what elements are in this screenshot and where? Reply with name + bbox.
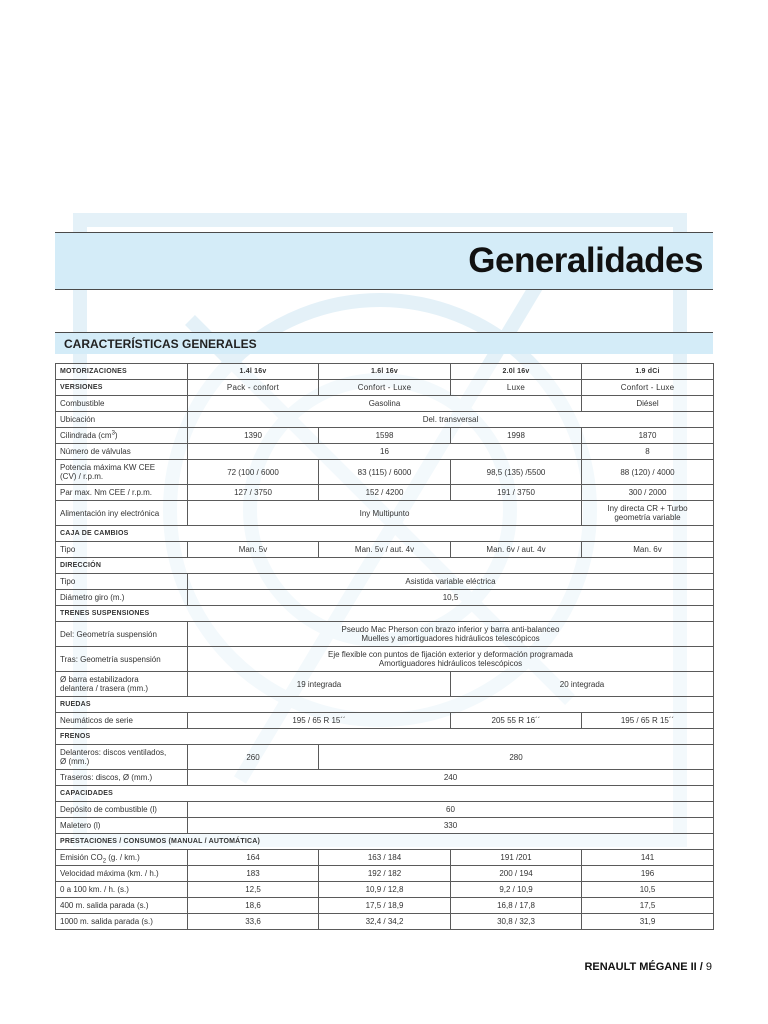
- row-label: Del: Geometría suspensión: [56, 622, 188, 647]
- table-cell: 20 integrada: [451, 672, 714, 697]
- table-row: [56, 882, 714, 898]
- table-cell: 31,9: [582, 914, 714, 930]
- table-cell: 280: [319, 745, 714, 770]
- row-label: Depósito de combustible (l): [56, 802, 188, 818]
- section-label: CAJA DE CAMBIOS: [56, 526, 714, 542]
- table-cell: 33,6: [188, 914, 319, 930]
- table-cell: 12,5: [188, 882, 319, 898]
- table-cell: Confort - Luxe: [319, 380, 451, 396]
- section-header: [55, 332, 713, 354]
- table-row: [56, 396, 714, 412]
- table-cell: Luxe: [451, 380, 582, 396]
- table-row: [56, 428, 714, 444]
- table-row: [56, 866, 714, 882]
- section-row: [56, 697, 714, 713]
- row-label: [56, 745, 188, 770]
- table-row: [56, 380, 714, 396]
- table-cell: 191 / 3750: [451, 485, 582, 501]
- table-cell: 240: [188, 770, 714, 786]
- cell-line: Muelles y amortiguadores hidráulicos telescópicos: [361, 634, 540, 643]
- table-cell: Del. transversal: [188, 412, 714, 428]
- section-label: TRENES SUSPENSIONES: [56, 606, 714, 622]
- table-row: [56, 412, 714, 428]
- cell-line: Eje flexible con puntos de fijación exterior y deformación programada: [327, 650, 574, 659]
- table-cell: Man. 6v: [582, 542, 714, 558]
- table-cell: 30,8 / 32,3: [451, 914, 582, 930]
- specifications-table: [55, 363, 714, 930]
- table-row: [56, 713, 714, 729]
- table-cell: 1390: [188, 428, 319, 444]
- row-label: Diámetro giro (m.): [56, 590, 188, 606]
- table-cell: 195 / 65 R 15´´: [188, 713, 451, 729]
- table-cell: 88 (120) / 4000: [582, 460, 714, 485]
- row-label: VERSIONES: [56, 380, 188, 396]
- table-cell: [188, 622, 714, 647]
- table-row: [56, 590, 714, 606]
- label-text: ): [114, 431, 118, 440]
- header-cell: 1.6l 16v: [319, 364, 451, 380]
- header-cell: 2.0l 16v: [451, 364, 582, 380]
- table-cell: Man. 5v: [188, 542, 319, 558]
- table-cell: 164: [188, 850, 319, 866]
- section-label: CAPACIDADES: [56, 786, 714, 802]
- cell-line: Pseudo Mac Pherson con brazo inferior y barra anti-balanceo: [341, 625, 560, 634]
- table-cell: 60: [188, 802, 714, 818]
- section-label: RUEDAS: [56, 697, 714, 713]
- section-row: [56, 834, 714, 850]
- row-label: Alimentación iny electrónica: [56, 501, 188, 526]
- row-label: Par max. Nm CEE / r.p.m.: [56, 485, 188, 501]
- table-cell: [188, 647, 714, 672]
- label-text: Cilindrada (cm: [60, 431, 112, 440]
- table-cell: 8: [582, 444, 714, 460]
- table-cell: 191 /201: [451, 850, 582, 866]
- section-row: [56, 558, 714, 574]
- table-cell: 183: [188, 866, 319, 882]
- table-cell: 195 / 65 R 15´´: [582, 713, 714, 729]
- section-label: DIRECCIÓN: [56, 558, 714, 574]
- row-label: Ubicación: [56, 412, 188, 428]
- table-row: [56, 574, 714, 590]
- row-label: Tras: Geometría suspensión: [56, 647, 188, 672]
- page-title: Generalidades: [468, 241, 703, 280]
- table-cell: 330: [188, 818, 714, 834]
- table-row: [56, 501, 714, 526]
- row-label: 1000 m. salida parada (s.): [56, 914, 188, 930]
- table-cell: 1870: [582, 428, 714, 444]
- table-cell: 16: [188, 444, 582, 460]
- row-label: [56, 428, 188, 444]
- cell-line: Iny directa CR + Turbo: [607, 504, 688, 513]
- table-cell: Iny Multipunto: [188, 501, 582, 526]
- label-line: Delanteros: discos ventilados,: [60, 748, 167, 757]
- label-subscript: 2: [102, 858, 107, 865]
- footer-brand: RENAULT MÉGANE II /: [584, 961, 703, 973]
- table-cell: 19 integrada: [188, 672, 451, 697]
- page-footer: [584, 961, 712, 973]
- table-cell: 72 (100 / 6000: [188, 460, 319, 485]
- label-line: Ø barra estabilizadora: [60, 675, 139, 684]
- table-cell: 141: [582, 850, 714, 866]
- table-row: [56, 770, 714, 786]
- table-cell: 32,4 / 34,2: [319, 914, 451, 930]
- table-cell: 127 / 3750: [188, 485, 319, 501]
- row-label: Velocidad máxima (km. / h.): [56, 866, 188, 882]
- section-row: [56, 526, 714, 542]
- table-cell: 83 (115) / 6000: [319, 460, 451, 485]
- row-label: [56, 460, 188, 485]
- row-label: 400 m. salida parada (s.): [56, 898, 188, 914]
- row-label: Traseros: discos, Ø (mm.): [56, 770, 188, 786]
- cell-line: geometría variable: [614, 513, 681, 522]
- table-row: [56, 647, 714, 672]
- table-cell: 10,9 / 12,8: [319, 882, 451, 898]
- table-cell: 9,2 / 10,9: [451, 882, 582, 898]
- row-label: Tipo: [56, 542, 188, 558]
- table-cell: 260: [188, 745, 319, 770]
- table-row: [56, 672, 714, 697]
- table-cell: Man. 6v / aut. 4v: [451, 542, 582, 558]
- table-row: [56, 802, 714, 818]
- table-cell: Pack - confort: [188, 380, 319, 396]
- table-cell: 1598: [319, 428, 451, 444]
- table-row: [56, 444, 714, 460]
- table-cell: 300 / 2000: [582, 485, 714, 501]
- label-line: Potencia máxima KW CEE: [60, 463, 156, 472]
- table-cell: Diésel: [582, 396, 714, 412]
- table-cell: Man. 5v / aut. 4v: [319, 542, 451, 558]
- row-label: Tipo: [56, 574, 188, 590]
- table-header-row: [56, 364, 714, 380]
- section-row: [56, 786, 714, 802]
- title-band: [55, 232, 713, 290]
- section-label: PRESTACIONES / CONSUMOS (MANUAL / AUTOMÁTICA): [56, 834, 714, 850]
- table-cell: Confort - Luxe: [582, 380, 714, 396]
- table-cell: 10,5: [582, 882, 714, 898]
- table-row: [56, 898, 714, 914]
- table-cell: 152 / 4200: [319, 485, 451, 501]
- label-line: delantera / trasera (mm.): [60, 684, 149, 693]
- table-row: [56, 914, 714, 930]
- table-cell: Asistida variable eléctrica: [188, 574, 714, 590]
- table-row: [56, 460, 714, 485]
- table-cell: 18,6: [188, 898, 319, 914]
- table-cell: [582, 501, 714, 526]
- section-row: [56, 606, 714, 622]
- row-label: Maletero (l): [56, 818, 188, 834]
- row-label: Número de válvulas: [56, 444, 188, 460]
- table-cell: 196: [582, 866, 714, 882]
- label-line: (CV) / r.p.m.: [60, 472, 104, 481]
- table-cell: 192 / 182: [319, 866, 451, 882]
- section-row: [56, 729, 714, 745]
- table-cell: 163 / 184: [319, 850, 451, 866]
- table-row: [56, 542, 714, 558]
- table-cell: 16,8 / 17,8: [451, 898, 582, 914]
- row-label: 0 a 100 km. / h. (s.): [56, 882, 188, 898]
- cell-line: Amortiguadores hidráulicos telescópicos: [378, 659, 523, 668]
- table-cell: 17,5: [582, 898, 714, 914]
- table-cell: 17,5 / 18,9: [319, 898, 451, 914]
- table-row: [56, 850, 714, 866]
- table-cell: 205 55 R 16´´: [451, 713, 582, 729]
- row-label: [56, 850, 188, 866]
- table-cell: 10,5: [188, 590, 714, 606]
- row-label: Combustible: [56, 396, 188, 412]
- table-row: [56, 622, 714, 647]
- table-cell: Gasolina: [188, 396, 582, 412]
- header-cell: 1.9 dCi: [582, 364, 714, 380]
- table-cell: 200 / 194: [451, 866, 582, 882]
- section-label: FRENOS: [56, 729, 714, 745]
- table-row: [56, 485, 714, 501]
- label-text: Emisión CO: [60, 853, 103, 862]
- table-cell: 1998: [451, 428, 582, 444]
- label-line: Ø (mm.): [60, 757, 90, 766]
- table-cell: 98,5 (135) /5500: [451, 460, 582, 485]
- row-label: [56, 672, 188, 697]
- label-superscript: 3: [111, 430, 115, 437]
- table-row: [56, 745, 714, 770]
- header-cell: 1.4l 16v: [188, 364, 319, 380]
- row-label: Neumáticos de serie: [56, 713, 188, 729]
- label-text: (g. / km.): [106, 853, 140, 862]
- header-cell: MOTORIZACIONES: [56, 364, 188, 380]
- section-title: CARACTERÍSTICAS GENERALES: [64, 337, 257, 351]
- table-row: [56, 818, 714, 834]
- page-number: 9: [705, 961, 712, 973]
